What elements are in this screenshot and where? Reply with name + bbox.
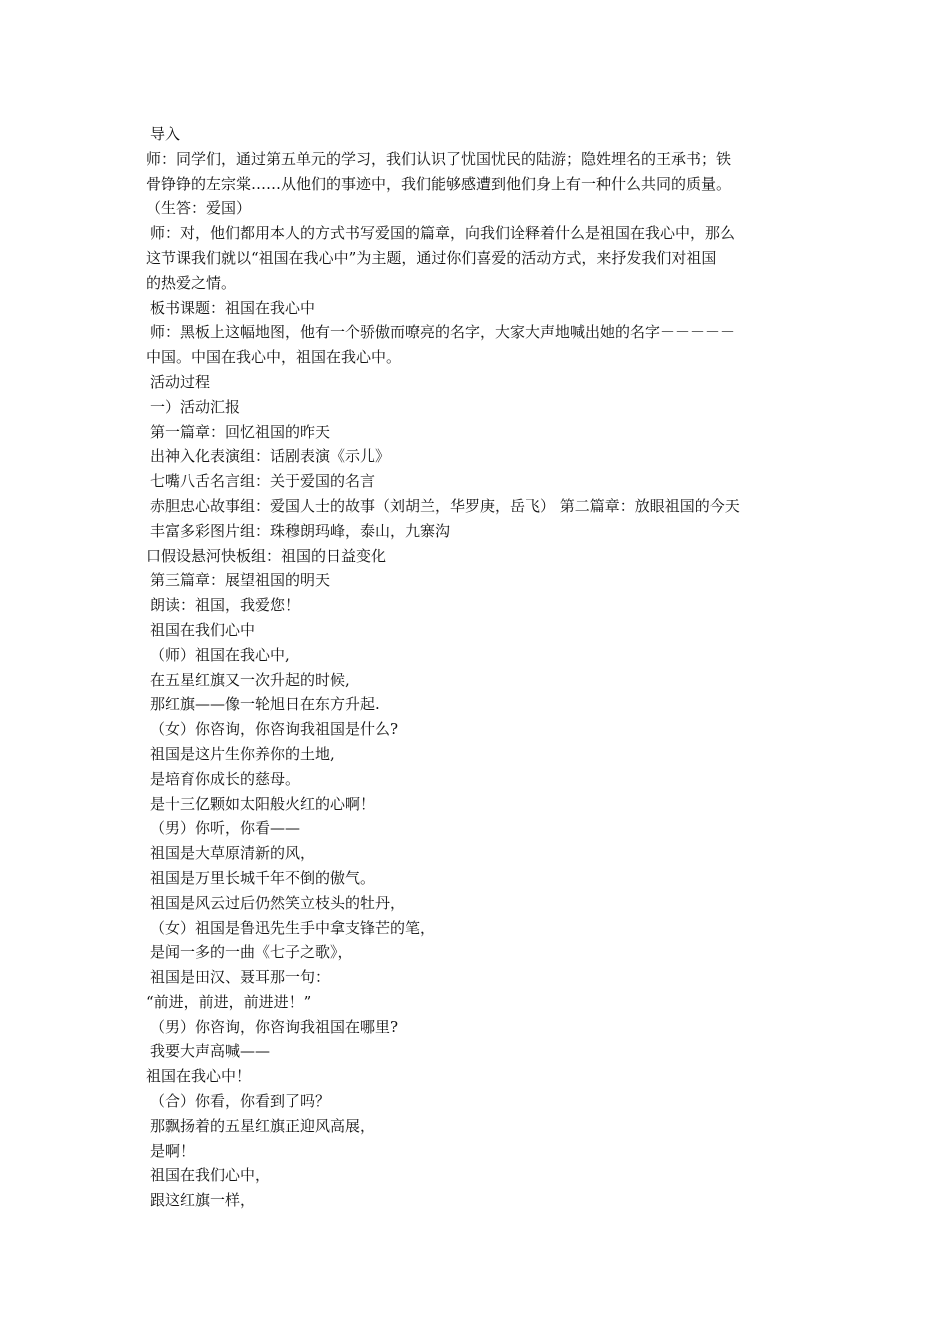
poem-line: 跟这红旗一样，	[150, 1191, 256, 1210]
text-line: 师：黑板上这幅地图，他有一个骄傲而嘹亮的名字，大家大声地喊出她的名字－－－－－	[150, 323, 736, 342]
poem-line: 那红旗——像一轮旭日在东方升起.	[150, 695, 380, 714]
poem-line: 是培育你成长的慈母。	[150, 769, 301, 788]
text-line: 赤胆忠心故事组：爱国人士的故事（刘胡兰，华罗庚，岳飞） 第二篇章：放眼祖国的今天	[150, 496, 740, 515]
poem-line: 在五星红旗又一次升起的时候,	[150, 670, 350, 689]
poem-line: 是十三亿颗如太阳般火红的心啊！	[150, 794, 376, 813]
poem-line: 祖国是万里长城千年不倒的傲气。	[150, 868, 376, 887]
poem-line: 那飘扬着的五星红旗正迎风高展，	[150, 1116, 376, 1135]
poem-line: （男）你听，你看——	[150, 819, 301, 838]
text-line: 师：对，他们都用本人的方式书写爱国的篇章，向我们诠释着什么是祖国在我心中，那么	[150, 224, 736, 243]
text-line: 出神入化表演组：话剧表演《示儿》	[150, 447, 391, 466]
text-line: 中国。中国在我心中，祖国在我心中。	[146, 348, 402, 367]
text-line: 第三篇章：展望祖国的明天	[150, 571, 331, 590]
poem-line: 是闻一多的一曲《七子之歌》，	[150, 943, 353, 962]
poem-line: （女）祖国是鲁迅先生手中拿支锋芒的笔，	[150, 918, 436, 937]
text-line: 这节课我们就以“祖国在我心中”为主题，通过你们喜爱的活动方式，来抒发我们对祖国	[146, 248, 717, 267]
poem-line: （男）你咨询，你咨询我祖国在哪里?	[150, 1017, 399, 1036]
poem-line: 祖国在我们心中，	[150, 1166, 271, 1185]
poem-line: 祖国是田汉、聂耳那一句：	[150, 968, 331, 987]
text-line: 丰富多彩图片组：珠穆朗玛峰，泰山，九寨沟	[150, 521, 451, 540]
text-line: 一）活动汇报	[150, 397, 241, 416]
text-line: 的热爱之情。	[146, 273, 237, 292]
text-line: 口假设悬河快板组：祖国的日益变化	[146, 546, 387, 565]
text-line: 师：同学们，通过第五单元的学习，我们认识了忧国忧民的陆游；隐姓埋名的王承书；铁	[146, 149, 732, 168]
poem-line: 祖国是这片生你养你的土地,	[150, 744, 335, 763]
text-line: 板书课题：祖国在我心中	[150, 298, 316, 317]
poem-line: “前进，前进，前进进！”	[146, 992, 312, 1011]
text-line: 第一篇章：回忆祖国的昨天	[150, 422, 331, 441]
poem-line: 祖国是大草原清新的风，	[150, 844, 316, 863]
section-heading-activity: 活动过程	[150, 372, 211, 391]
poem-line: 祖国在我心中！	[146, 1067, 252, 1086]
poem-line: （师）祖国在我心中,	[150, 645, 290, 664]
text-line: 朗读：祖国，我爱您！	[150, 596, 301, 615]
text-line: （生答：爱国）	[146, 199, 252, 218]
poem-line: 是啊！	[150, 1141, 196, 1160]
poem-line: （合）你看，你看到了吗？	[150, 1092, 331, 1111]
poem-line: 祖国是风云过后仍然笑立枝头的牡丹，	[150, 893, 406, 912]
poem-title: 祖国在我们心中	[150, 620, 256, 639]
text-line: 骨铮铮的左宗棠……从他们的事迹中，我们能够感遭到他们身上有一种什么共同的质量。	[146, 174, 732, 193]
poem-line: （女）你咨询，你咨询我祖国是什么?	[150, 720, 399, 739]
section-heading-intro: 导入	[150, 125, 181, 143]
poem-line: 我要大声高喊——	[150, 1042, 271, 1061]
document-body	[146, 122, 816, 1213]
text-line: 七嘴八舌名言组：关于爱国的名言	[150, 472, 376, 491]
